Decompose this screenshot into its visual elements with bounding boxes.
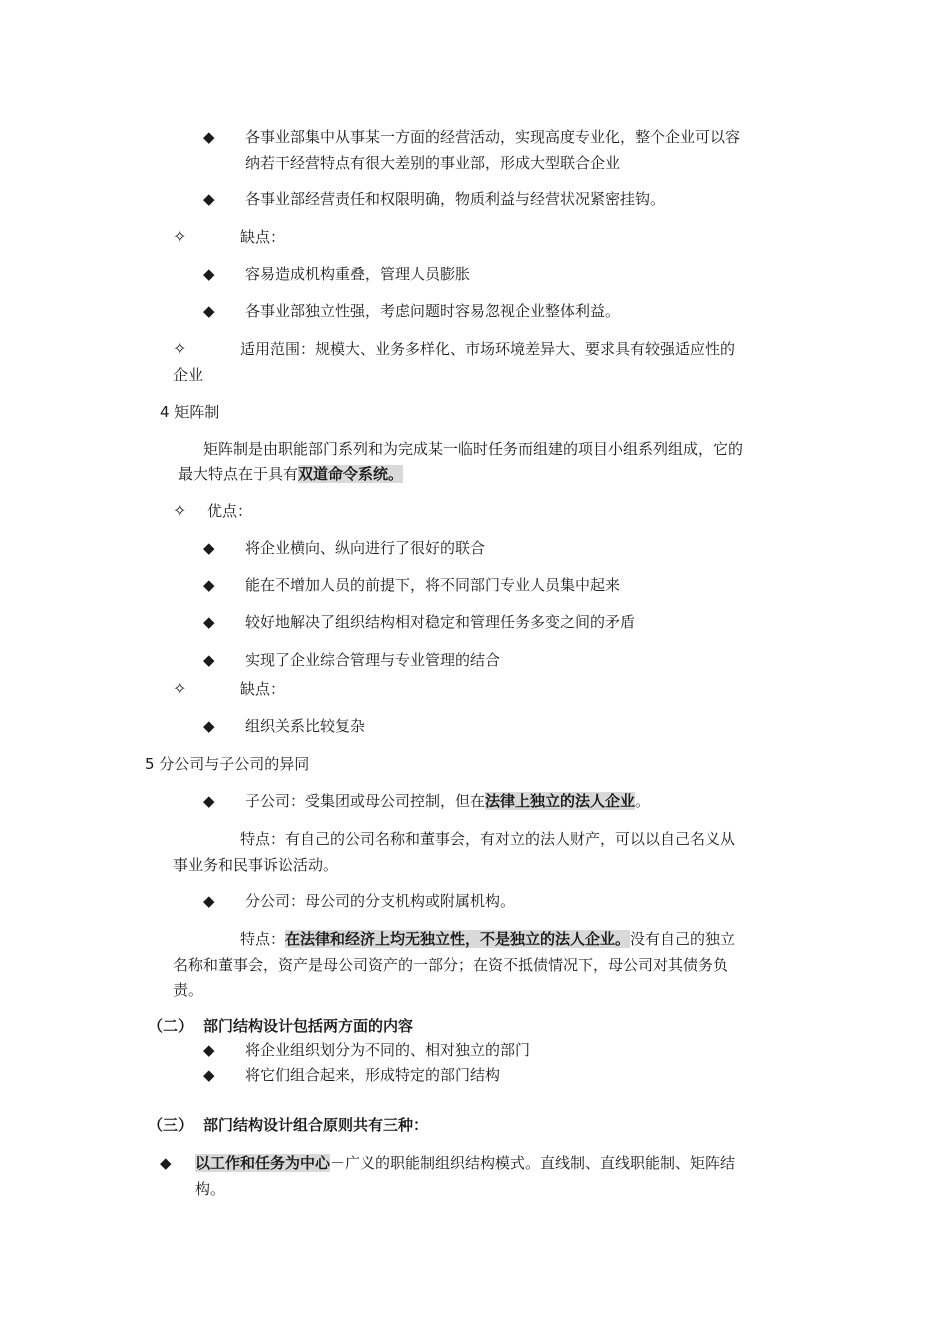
division-adv1-line1: 各事业部集中从事某一方面的经营活动，实现高度专业化，整个企业可以容 [245,128,741,146]
matrix-intro-line2 [178,464,403,484]
subsidiary-text-end: 。 [635,792,651,810]
branch-feature-highlight: 在法律和经济上均无独立性，不是独立的法人企业。 [285,930,631,948]
matrix-intro-highlight: 双道命令系统。 [298,465,404,483]
subsidiary-highlight: 法律上独立的法人企业 [485,792,636,810]
bullet-star-icon: ✧ [173,339,187,358]
bullet-diamond-icon: ◆ [203,302,215,320]
division-adv1-line2: 纳若干经营特点有很大差别的事业部，形成大型联合企业 [245,154,621,172]
matrix-intro-text: 最大特点在于具有 [178,465,299,483]
bullet-diamond-icon: ◆ [203,190,215,208]
branch-feature-line2: 名称和董事会，资产是母公司资产的一部分；在资不抵债情况下，母公司对其债务负 [173,956,729,974]
sec3-title: 部门结构设计组合原则共有三种： [203,1116,429,1134]
bullet-diamond-icon: ◆ [203,1066,215,1084]
bullet-diamond-icon: ◆ [203,1041,215,1059]
sec3-number: （三） [148,1116,194,1134]
matrix-adv-item: 实现了企业综合管理与专业管理的结合 [245,651,501,669]
sec3-item-text: －广义的职能制组织结构模式。直线制、直线职能制、矩阵结 [330,1154,736,1172]
matrix-adv-label: 优点： [207,502,253,520]
branch-feature-line1 [240,929,735,949]
bullet-diamond-icon: ◆ [203,128,215,146]
bullet-diamond-icon: ◆ [203,539,215,557]
division-scope-line2: 企业 [173,366,204,384]
branch-heading: 5 分公司与子公司的异同 [145,755,310,773]
sec2-item: 将它们组合起来，形成特定的部门结构 [245,1066,501,1084]
sec3-item-highlight: 以工作和任务为中心 [195,1154,331,1172]
division-dis-label: 缺点： [240,228,286,246]
sec3-item-line1 [195,1153,735,1173]
bullet-diamond-icon: ◆ [203,717,215,735]
matrix-dis1: 组织关系比较复杂 [245,717,366,735]
bullet-diamond-icon: ◆ [203,265,215,283]
sec2-number: （二） [148,1017,194,1035]
sec2-item: 将企业组织划分为不同的、相对独立的部门 [245,1041,531,1059]
matrix-heading: 4 矩阵制 [160,403,220,421]
branch-line: 分公司：母公司的分支机构或附属机构。 [245,892,516,910]
division-scope-line1: 适用范围：规模大、业务多样化、市场环境差异大、要求具有较强适应性的 [240,340,736,358]
branch-feature-label: 特点： [240,930,286,948]
matrix-dis-label: 缺点： [240,680,286,698]
division-dis2: 各事业部独立性强，考虑问题时容易忽视企业整体利益。 [245,302,621,320]
bullet-diamond-icon: ◆ [203,613,215,631]
bullet-star-icon: ✧ [173,679,187,698]
bullet-diamond-icon: ◆ [203,892,215,910]
sec2-title: 部门结构设计包括两方面的内容 [203,1017,414,1035]
branch-feature-text: 没有自己的独立 [630,930,736,948]
matrix-adv-item: 较好地解决了组织结构相对稳定和管理任务多变之间的矛盾 [245,613,636,631]
subsidiary-feature-line2: 事业务和民事诉讼活动。 [173,856,339,874]
matrix-adv-item: 将企业横向、纵向进行了很好的联合 [245,539,486,557]
sec3-item-line2: 构。 [195,1180,226,1198]
bullet-star-icon: ✧ [173,227,187,246]
bullet-star-icon: ✧ [173,501,187,520]
division-dis1: 容易造成机构重叠，管理人员膨胀 [245,265,471,283]
bullet-diamond-icon: ◆ [160,1154,172,1172]
subsidiary-text: 子公司：受集团或母公司控制，但在 [245,792,486,810]
subsidiary-feature-line1: 特点：有自己的公司名称和董事会，有对立的法人财产，可以以自己名义从 [240,830,736,848]
division-adv2: 各事业部经营责任和权限明确，物质利益与经营状况紧密挂钩。 [245,190,666,208]
bullet-diamond-icon: ◆ [203,576,215,594]
subsidiary-line [245,791,650,811]
matrix-intro-line1: 矩阵制是由职能部门系列和为完成某一临时任务而组建的项目小组系列组成，它的 [203,440,744,458]
bullet-diamond-icon: ◆ [203,792,215,810]
matrix-adv-item: 能在不增加人员的前提下，将不同部门专业人员集中起来 [245,576,621,594]
branch-feature-line3: 责。 [173,981,204,999]
bullet-diamond-icon: ◆ [203,651,215,669]
